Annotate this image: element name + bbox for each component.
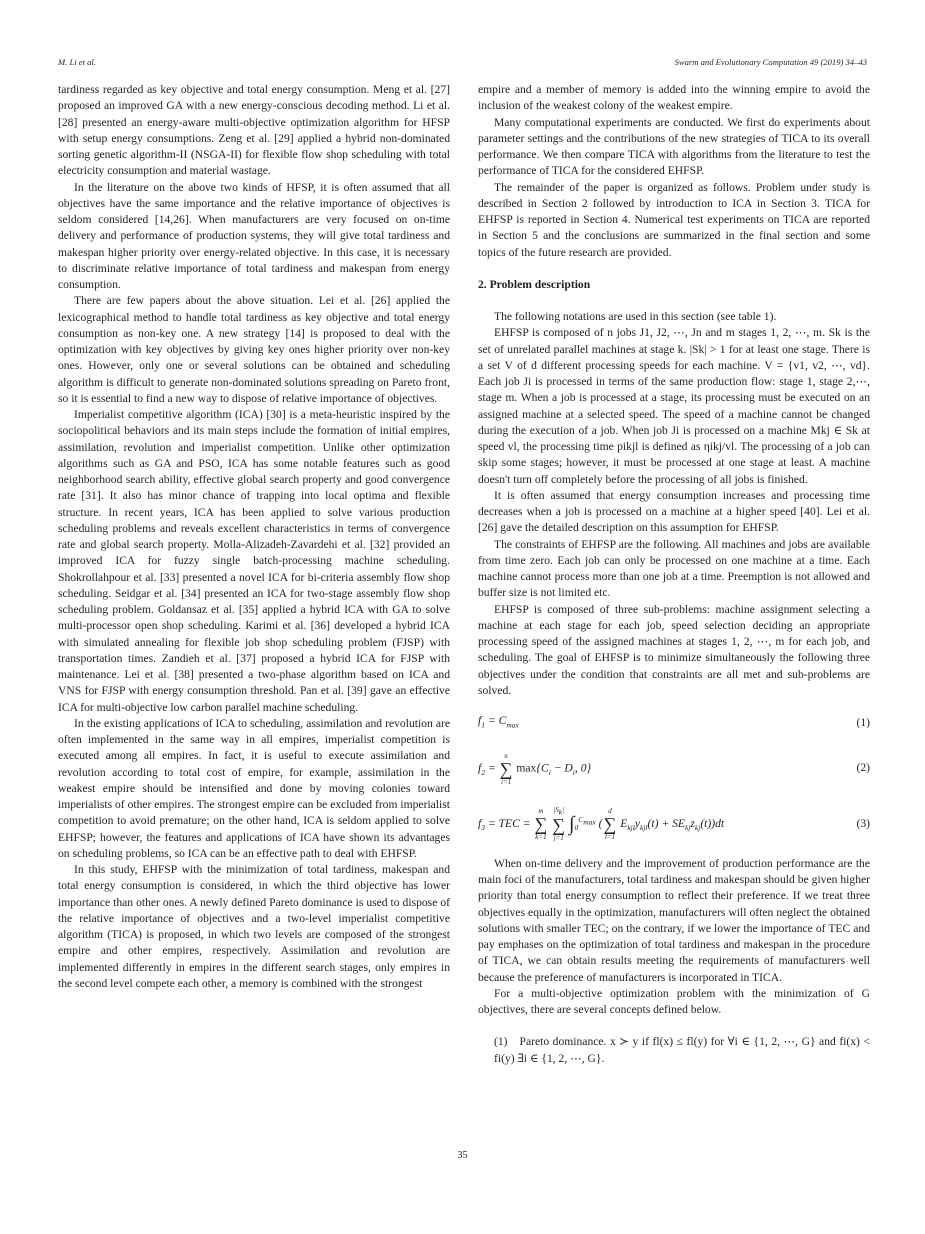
- equation-label: (3): [856, 816, 870, 830]
- paragraph: The constraints of EHFSP are the following. All machines and jobs are available from time zero. Each job can only be processed on one machine at a time. Each machine cannot process more than one job at a time. Preemption is not allowed and buffer size is not limited etc.: [478, 537, 870, 600]
- equation-3: $f_3$ = TEC = m ∑ k=1 $|S_k|$ ∑ j=1 $\int_0^{C_{max}}$ ( d ∑ l=1 $E_{kjl}y_{kjl}(t) + SE_{kj}z_{kj}(t))dt$ (3): [478, 805, 870, 842]
- equation-2: $f_2$ = n ∑ i=1 $\max\{C_i - D_i$, 0} (2): [478, 751, 870, 786]
- paragraph: In this study, EHFSP with the minimization of total tardiness, makespan and total energy consumption is considered, in which the third objective has lower importance than other ones. A newly defined Pareto dominance is used to dispose of the relative importance of objectives and a two-level imperialist competitive algorithm (TICA) is proposed, in which two levels are composed of the strongest empire and other empires, respectively. Assimilation and revolution are implemented differently in empires in the different search stages, only empires in the second level compete each other, a memory is combined with the strongest: [58, 863, 450, 990]
- equation-1: $f_1 = C_{max}$ (1): [478, 713, 870, 734]
- equation-label: (2): [856, 761, 870, 775]
- paragraph: EHFSP is composed of three sub-problems: machine assignment selecting a machine at each stage for each job, speed selection deciding an appropriate processing speed of the assigned machines at stages 1, 2, ⋯, m for each job, and scheduling. The goal of EHFSP is to minimize simultaneously the following three objectives under the condition that constraints are all met and sub-problems are solved.: [478, 602, 870, 697]
- list-number: (1): [494, 1035, 508, 1049]
- paragraph: tardiness regarded as key objective and total energy consumption. Meng et al. [27] proposed an improved GA with a new energy-conscious decoding method. Li et al. [28] presented an energy-aware multi-objective optimization algorithm for HFSP with setup energy consumptions. Zeng et al. [29] applied a hybrid non-dominated sorting genetic algorithm-II (NSGA-II) for flexible flow shop scheduling with total electricity consumption and material wastage.: [58, 83, 450, 178]
- paragraph: When on-time delivery and the improvement of production performance are the main foci of the manufacturers, total tardiness and makespan should be given higher priority than total energy consumption to reflect their preference. If we treat three objectives equally in the optimization, manufacturers will often neglect the obtained solutions with smaller TEC; on the contrary, if we lower the importance of TEC and pay emphases on the optimization of total tardiness and makespan in the procedure of TICA, we can obtain results meeting the requirements of manufacturers well because the preference of manufacturers is incorporated in TICA.: [478, 856, 870, 984]
- running-header-authors: M. Li et al.: [58, 57, 96, 67]
- equation-label: (1): [856, 716, 870, 730]
- paragraph: Many computational experiments are conducted. We first do experiments about parameter settings and the contributions of the new strategies of TICA to its overall performance. We then compare TICA with algorithms from the literature to test the performance of TICA for the considered EHFSP.: [478, 115, 870, 178]
- right-column: [478, 82, 870, 1067]
- list-text: Pareto dominance. x ≻ y if fl(x) ≤ fl(y) for ∀i ∈ {1, 2, ⋯, G} and fi(x) < fi(y) ∃i ∈ {1, 2, ⋯, G}.: [494, 1035, 870, 1065]
- paragraph: There are few papers about the above situation. Lei et al. [26] applied the lexicographical method to handle total tardiness as key objective and total energy consumption as non-key one. A new strategy [14] is proposed to deal with the optimization with key objectives by giving key ones higher priority over non-key ones. However, only one or several solutions can be obtained and scheduling algorithm is difficult to generate non-dominated solutions spreading on Pareto front, so it is essential to find a new way to dispose of relative importance of objectives.: [58, 294, 450, 405]
- page-number: 35: [457, 1150, 468, 1161]
- definition-list-item: [478, 1034, 870, 1067]
- left-column: [58, 82, 450, 992]
- paragraph: In the literature on the above two kinds of HFSP, it is often assumed that all objectives have the same importance and the relative importance of objectives is seldom considered [14,26]. When manufacturers are very focused on on-time delivery and performance of production systems, they will give total tardiness and makespan higher priority over energy-related objective. In this case, it is necessary to discriminate relative importance of total tardiness and makespan from energy consumption.: [58, 180, 450, 291]
- paragraph: It is often assumed that energy consumption increases and processing time decreases when a job is processed on a machine at a higher speed [40]. Lei et al. [26] gave the detailed description on this assumption for EHFSP.: [478, 488, 870, 535]
- paragraph: The following notations are used in this section (see table 1).: [494, 310, 777, 323]
- paragraph: In the existing applications of ICA to scheduling, assimilation and revolution are often implemented in the same way in all empires, imperialist competition is executed among all empires. In fact, it is useful to execute assimilation and revolution according to total cost of empire, for example, assimilation in the weakest empire should be intensified and done by moving colonies toward imperialists of other empires. The strongest empire can be excluded from imperialist competition to avoid premature; on the other hand, ICA is seldom applied to solve EHFSP; however, the features and applications of ICA have shown its advantages on scheduling problems, so ICA can be an effective path to deal with EHFSP.: [58, 716, 450, 860]
- running-header-journal: Swarm and Evolutionary Computation 49 (2019) 34–43: [674, 57, 867, 67]
- paragraph: empire and a member of memory is added into the winning empire to avoid the inclusion of the weakest colony of the weakest empire.: [478, 83, 870, 113]
- section-heading: 2. Problem description: [478, 277, 591, 291]
- paragraph: The remainder of the paper is organized as follows. Problem under study is described in Section 2 followed by introduction to ICA in Section 3. TICA for EHFSP is reported in Section 4. Numerical test experiments on TICA are reported in Section 5 and the conclusions are summarized in the final section and some topics of the future research are provided.: [478, 180, 870, 259]
- paragraph: For a multi-objective optimization problem with the minimization of G objectives, there are several concepts defined below.: [478, 986, 870, 1017]
- paragraph: Imperialist competitive algorithm (ICA) [30] is a meta-heuristic inspired by the sociopolitical behaviors and its main steps include the formation of initial empires, assimilation, revolution and imperialist competition. Unlike other optimization algorithms such as GA and PSO, ICA has some notable features such as good neighborhood search ability, effective global search property and good convergence rate [31]. It also has minor chance of trapping into local optima and flexible structure. In recent years, ICA has been applied to solve various production scheduling problems and reveals excellent characteristics in terms of convergence rate and global search property. Molla-Alizadeh-Zavardehi et al. [32] provided an improved ICA for fuzzy single batch-processing machine scheduling. Shokrollahpour et al. [33] presented a novel ICA for bi-criteria assembly flow shop scheduling. Seidgar et al. [34] presented an ICA for two-stage assembly flow shop scheduling problem. Goldansaz et al. [35] applied a hybrid ICA with GA to solve multi-processor open shop scheduling. Karimi et al. [36] developed a hybrid ICA with simulated annealing for flexible job shop scheduling problem (FJSP) with transportation times. Zandieh et al. [37] proposed a hybrid ICA for FJSP with maintenance. Lei et al. [38] presented a two-phase algorithm based on ICA and VNS for FJSP with energy consumption threshold. Pan et al. [39] gave an effective ICA for multi-objective low carbon parallel machine scheduling.: [58, 408, 450, 714]
- paragraph: EHFSP is composed of n jobs J1, J2, ⋯, Jn and m stages 1, 2, ⋯, m. Sk is the set of unrelated parallel machines at stage k. |Sk| > 1 for at least one stage. There is a set V of d different processing speeds for each machine. V = {v1, v2, ⋯, vd}. Each job Ji is processed in terms of the same production flow: stage 1, stage 2,⋯, stage m. When a job is processed at a stage, its processing must be executed on an assigned machine at a selected speed. The speed of a machine cannot be changed during the execution of a job. When job Ji is processed on a machine Mkj ∈ Sk at speed vl, the processing time pikjl is defined as ηikj/vl. The processing of a job can skip some stages; however, it must be processed at one stage at least. A machine doesn't turn off completely before the processing of all jobs is finished.: [478, 326, 870, 486]
